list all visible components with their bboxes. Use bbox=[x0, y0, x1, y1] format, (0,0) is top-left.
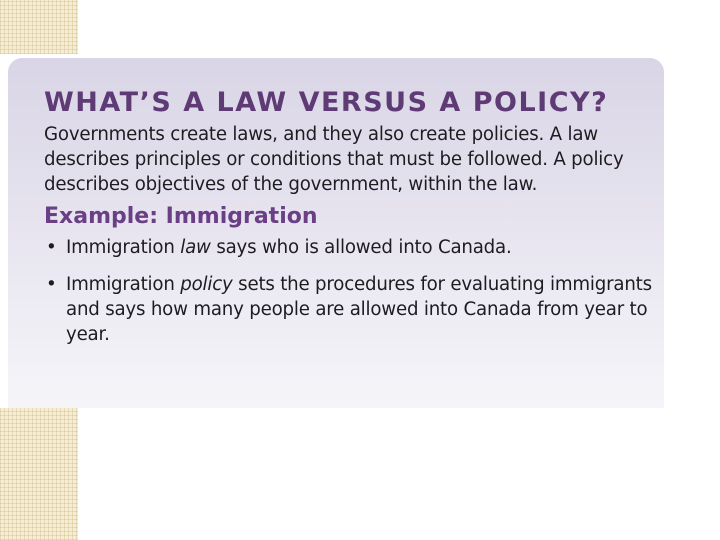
bullet-icon: • bbox=[46, 274, 57, 295]
list-item bbox=[44, 272, 656, 347]
decorative-corner-pattern-bottom bbox=[0, 408, 78, 540]
example-heading: Example: Immigration bbox=[44, 204, 318, 229]
bullet-icon: • bbox=[46, 237, 57, 258]
bullet-text-end: says who is allowed into Canada. bbox=[210, 237, 512, 258]
bullet-text-start: Immigration bbox=[66, 274, 181, 295]
page-title: WHAT’S A LAW VERSUS A POLICY? bbox=[44, 87, 609, 118]
bullet-emphasis: policy bbox=[180, 274, 233, 295]
bullet-text-start: Immigration bbox=[66, 237, 181, 258]
content-card bbox=[8, 58, 664, 408]
list-item bbox=[44, 235, 656, 260]
intro-paragraph: Governments create laws, and they also create policies. A law describes principles or conditions that must be followed. A policy describes objectives of the government, within the law. bbox=[44, 124, 624, 195]
example-bullet-list bbox=[44, 235, 656, 347]
bullet-text-end: sets the procedures for evaluating immigrants and says how many people are allowed into Canada from year to year. bbox=[66, 274, 652, 345]
decorative-corner-pattern-top bbox=[0, 0, 78, 54]
card-content bbox=[44, 86, 656, 359]
bullet-emphasis: law bbox=[180, 237, 211, 258]
